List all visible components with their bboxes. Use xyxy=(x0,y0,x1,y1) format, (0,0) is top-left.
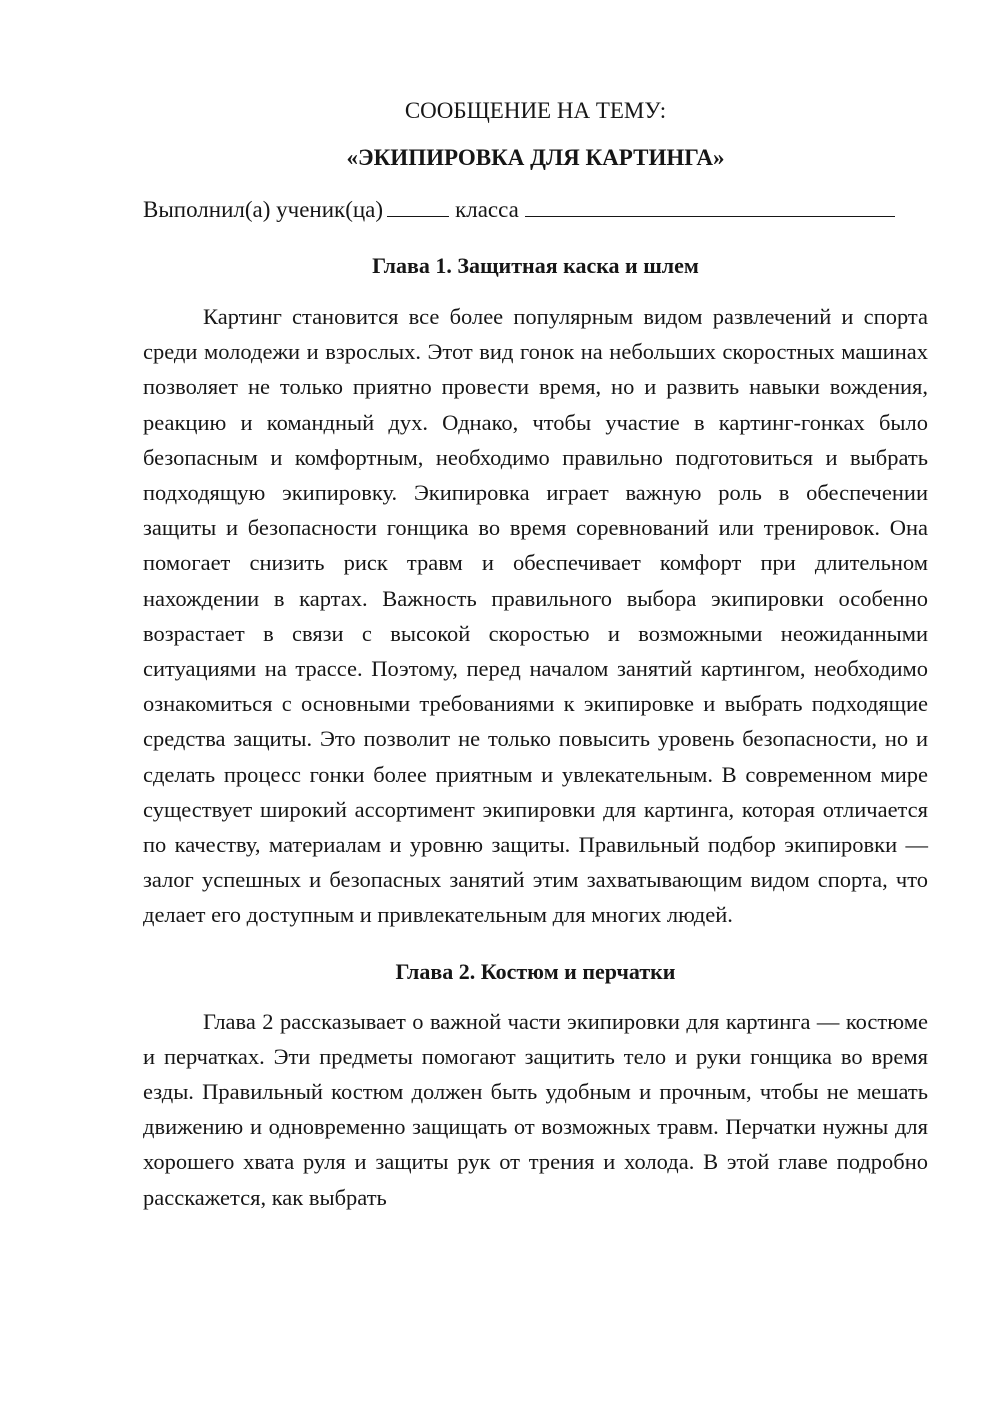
document-title-topic: «ЭКИПИРОВКА ДЛЯ КАРТИНГА» xyxy=(346,145,725,170)
author-line xyxy=(143,193,928,227)
class-word: класса xyxy=(455,197,519,222)
chapter-2-paragraph: Глава 2 рассказывает о важной части экипировки для картинга — костюме и перчатках. Эти предметы помогают защитить тело и руки гонщика во время езды. Правильный костюм должен быть удобным и прочным, чтобы не мешать движению и одновременно защищать от возможных травм. Перчатки нужны для хорошего хвата руля и защиты рук от трения и холода. В этой главе подробно расскажется, как выбрать xyxy=(143,1008,928,1210)
chapter-2-heading: Глава 2. Костюм и перчатки xyxy=(395,958,676,984)
class-name-blank xyxy=(525,194,895,217)
document-page xyxy=(143,94,928,1215)
document-title-line-1: СООБЩЕНИЕ НА ТЕМУ: xyxy=(404,98,667,123)
chapter-1-paragraph: Картинг становится все более популярным видом развлечений и спорта среди молодежи и взрослых. Этот вид гонок на небольших скоростных машинах позволяет не только приятно провести время, но и развить навыки вождения, реакцию и командный дух. Однако, чтобы участие в картинг-гонках было безопасным и комфортным, необходимо правильно подготовиться и выбрать подходящую экипировку. Экипировка играет важную роль в обеспечении защиты и безопасности гонщика во время соревнований или тренировок. Она помогает снизить риск травм и обеспечивает комфорт при длительном нахождении в картах. Важность правильного выбора экипировки особенно возрастает в связи с высокой скоростью и возможными неожиданными ситуациями на трассе. Поэтому, перед началом занятий картингом, необходимо ознакомиться с основными требованиями к экипировке и выбрать подходящие средства защиты. Это позволит не только повысить уровень безопасности, но и сделать процесс гонки более приятным и увлекательным. В современном мире существует широкий ассортимент экипировки для картинга, которая отличается по качеству, материалам и уровню защиты. Правильный подбор экипировки — залог успешных и безопасных занятий этим захватывающим видом спорта, что делает его доступным и привлекательным для многих людей. xyxy=(143,304,928,928)
author-prefix: Выполнил(а) ученик(ца) xyxy=(143,197,384,222)
chapter-1-heading: Глава 1. Защитная каска и шлем xyxy=(372,253,699,278)
class-number-blank xyxy=(387,194,449,217)
